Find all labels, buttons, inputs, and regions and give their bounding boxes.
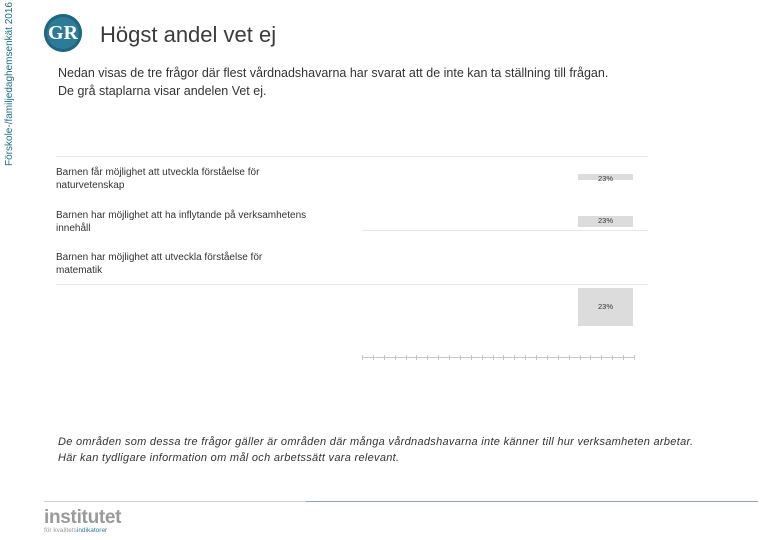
- footer-divider-right: [306, 501, 758, 502]
- x-axis-tick: [634, 355, 635, 360]
- x-axis-tick: [547, 355, 548, 360]
- survey-name-label: [2, 2, 16, 182]
- question-label-line: matematik: [56, 265, 103, 276]
- question-label-line: Barnen får möjlighet att utveckla förståelse för: [56, 167, 260, 178]
- x-axis-line: [362, 357, 634, 358]
- conclusion-line: Här kan tydligare information om mål och arbetssätt vara relevant.: [58, 452, 400, 464]
- x-axis-tick: [493, 355, 494, 360]
- x-axis-tick: [395, 355, 396, 360]
- gr-logo-text: GR: [48, 21, 78, 44]
- x-axis-tick: [601, 355, 602, 360]
- x-axis-tick: [590, 355, 591, 360]
- bar-value-label: 23%: [597, 302, 613, 311]
- question-label: [56, 251, 346, 277]
- question-label-line: naturvetenskap: [56, 180, 125, 191]
- question-label: [56, 166, 346, 192]
- question-label-line: Barnen har möjlighet att ha inflytande på verksamhetens: [56, 210, 307, 221]
- brand-name: institutet: [44, 507, 122, 528]
- x-axis-tick: [482, 355, 483, 360]
- x-axis-tick: [460, 355, 461, 360]
- x-axis-tick: [503, 355, 504, 360]
- x-axis-tick: [449, 355, 450, 360]
- x-axis-tick: [514, 355, 515, 360]
- x-axis-tick: [406, 355, 407, 360]
- x-axis-tick: [623, 355, 624, 360]
- vet-ej-chart: [56, 156, 648, 366]
- gr-logo: [44, 14, 82, 52]
- brand-tagline-highlight: indikatorer: [76, 527, 108, 534]
- x-axis-tick: [536, 355, 537, 360]
- question-label: [56, 209, 346, 235]
- intro-line: De grå staplarna visar andelen Vet ej.: [58, 84, 267, 98]
- intro-line: Nedan visas de tre frågor där flest vårdnadshavarna har svarat att de inte kan ta ställning till frågan.: [58, 66, 609, 80]
- brand-tagline-prefix: för kvalitets: [44, 527, 77, 534]
- intro-text: [58, 64, 738, 100]
- conclusion-text: [58, 434, 748, 466]
- page-title: Högst andel vet ej: [100, 22, 277, 47]
- x-axis-tick: [384, 355, 385, 360]
- bar-value-label: 23%: [597, 216, 613, 225]
- row-divider: [56, 156, 648, 157]
- x-axis-tick: [362, 355, 363, 360]
- x-axis-tick: [569, 355, 570, 360]
- x-axis-tick: [558, 355, 559, 360]
- x-axis-tick: [416, 355, 417, 360]
- x-axis-tick: [612, 355, 613, 360]
- x-axis-tick: [525, 355, 526, 360]
- x-axis-tick: [580, 355, 581, 360]
- brand-tagline: [44, 527, 121, 535]
- x-axis-tick: [438, 355, 439, 360]
- row-divider: [56, 284, 648, 285]
- question-label-line: innehåll: [56, 223, 91, 234]
- x-axis-tick: [373, 355, 374, 360]
- row-divider: [362, 230, 648, 231]
- x-axis-tick: [427, 355, 428, 360]
- footer-divider-left: [44, 501, 306, 502]
- question-label-line: Barnen har möjlighet att utveckla förståelse för: [56, 252, 263, 263]
- survey-name-text: Förskole-/familjedaghemsenkät 2016: [3, 2, 15, 166]
- bar-value-label: 23%: [597, 174, 613, 183]
- institutet-logo: [44, 508, 121, 535]
- x-axis-tick: [471, 355, 472, 360]
- conclusion-line: De områden som dessa tre frågor gäller är områden där många vårdnadshavarna inte känner till hur verksamheten arbetar.: [58, 436, 694, 448]
